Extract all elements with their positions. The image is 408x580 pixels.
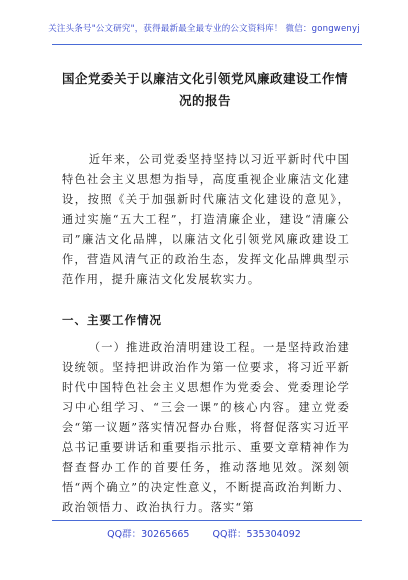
header-divider xyxy=(52,44,362,45)
section-paragraph: （一）推进政治清明建设工程。一是坚持政治建设统领。坚持把讲政治作为第一位要求，将习近平新时代中国特色社会主义思想作为党委会、党委理论学习中心组学习、“三会一课”的核心内容。建立党委会“第一议题”落实情况督办台账，将督促落实习近平总书记重要讲话和重要指示批示、重要文章精神作为督查督办工作的首要任务，推动落地见效。深刻领悟“两个确立”的决定性意义，不断提高政治判断力、政治领悟力、政治执行力。落实“第 xyxy=(62,341,350,514)
footer-qq-group-2: QQ群：535304092 xyxy=(212,529,301,540)
header-promo-note: 关注头条号"公文研究"，获得最新最全最专业的公文资料库！ 微信：gongwenyj xyxy=(48,24,360,34)
footer-contact xyxy=(0,526,408,540)
document-title: 国企党委关于以廉洁文化引领党风廉政建设工作情况的报告 xyxy=(61,71,348,108)
intro-paragraph: 近年来，公司党委坚持坚持以习近平新时代中国特色社会主义思想为指导，高度重视企业廉洁文化建设，按照《关于加强新时代廉洁文化建设的意见》，通过实施“五大工程”，打造清廉企业，建设“清廉公司”廉洁文化品牌，以廉洁文化引领党风廉政建设工作，营造风清气正的政治生态，发挥文化品牌典型示范作用，提升廉洁文化发展软实力。 xyxy=(62,153,350,286)
section-heading: 一、主要工作情况 xyxy=(62,313,162,327)
footer-divider xyxy=(52,520,362,521)
footer-qq-group-1: QQ群：30265665 xyxy=(107,529,190,540)
